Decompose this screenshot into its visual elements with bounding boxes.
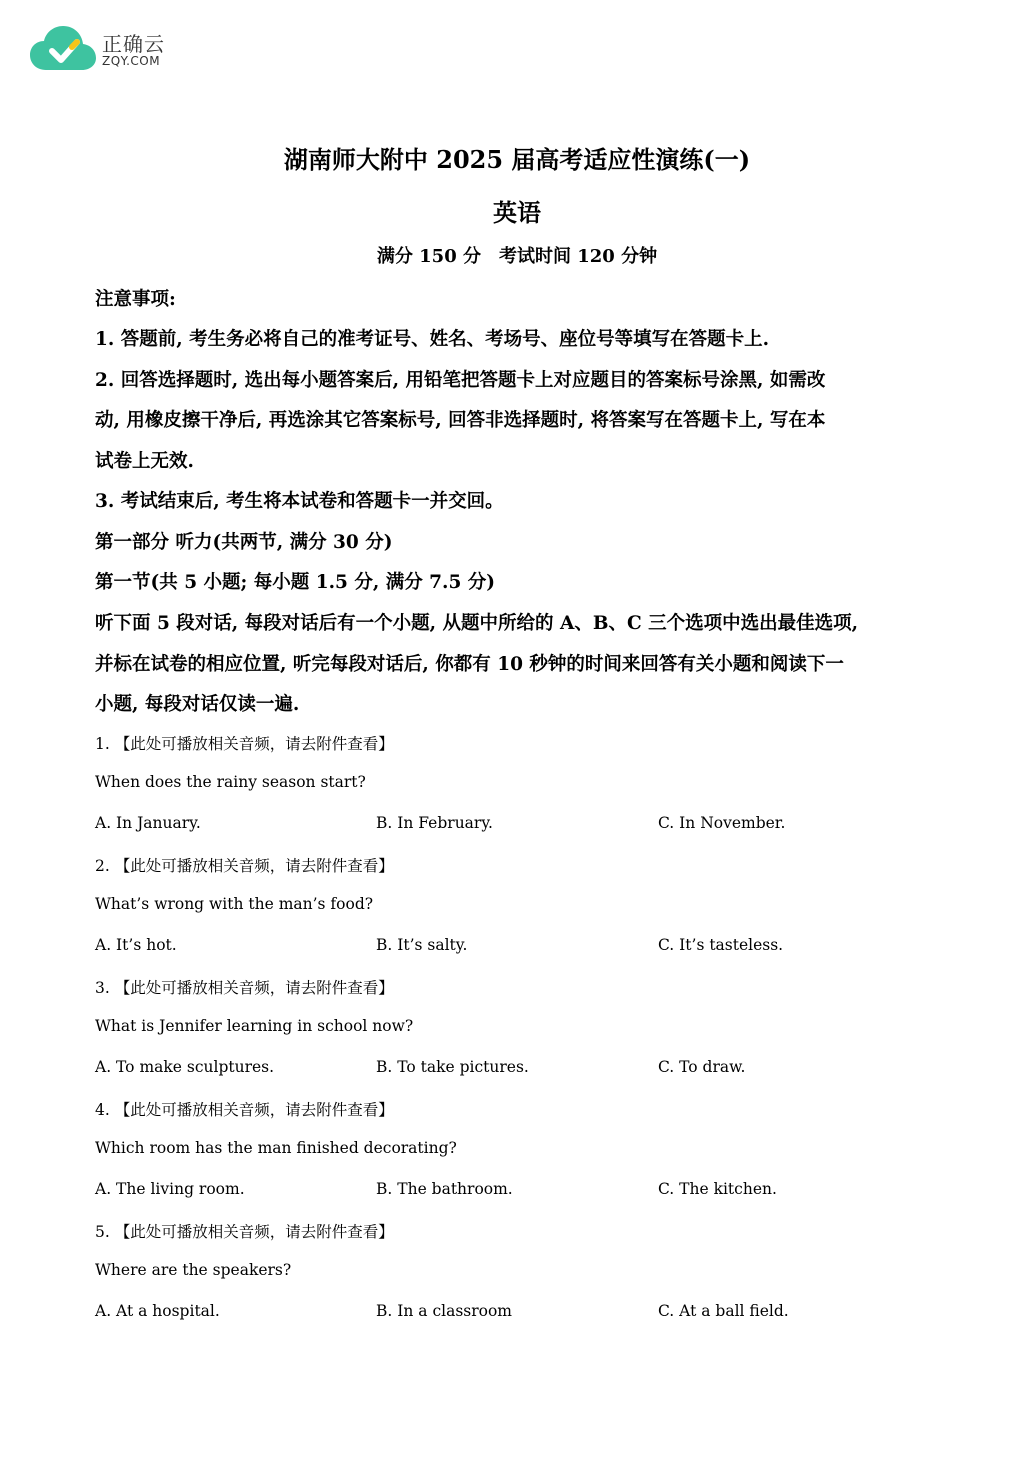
notes-item-3: 3. 考试结束后, 考生将本试卷和答题卡一并交回。 xyxy=(95,491,504,512)
option-a: A. In January. xyxy=(95,814,201,832)
option-c: C. At a ball field. xyxy=(658,1302,789,1320)
brand-name-cn: 正确云 xyxy=(102,32,165,56)
audio-placeholder[interactable]: 3. 【此处可播放相关音频，请去附件查看】 xyxy=(95,979,394,997)
option-b: B. In a classroom xyxy=(376,1302,513,1320)
exam-title: 湖南师大附中 2025 届高考适应性演练(一) xyxy=(283,145,751,174)
brand-logo xyxy=(30,24,180,74)
question-text: Which room has the man finished decorating? xyxy=(95,1139,457,1157)
question-text: Where are the speakers? xyxy=(95,1261,292,1279)
option-a: A. To make sculptures. xyxy=(95,1058,275,1076)
notes-item-2-line-3: 试卷上无效. xyxy=(95,451,194,472)
audio-placeholder[interactable]: 2. 【此处可播放相关音频，请去附件查看】 xyxy=(95,857,394,875)
question-text: What’s wrong with the man’s food? xyxy=(95,895,374,913)
notes-item-2-line-1: 2. 回答选择题时, 选出每小题答案后, 用铅笔把答题卡上对应题目的答案标号涂黑, 如需改 xyxy=(95,370,826,391)
option-c: C. To draw. xyxy=(658,1058,746,1076)
option-a: A. At a hospital. xyxy=(95,1302,220,1320)
option-a: A. The living room. xyxy=(95,1180,245,1198)
option-c: C. In November. xyxy=(658,814,786,832)
option-c: C. The kitchen. xyxy=(658,1180,777,1198)
audio-placeholder[interactable]: 1. 【此处可播放相关音频，请去附件查看】 xyxy=(95,735,394,753)
section-part-heading: 第一部分 听力(共两节, 满分 30 分) xyxy=(95,532,393,553)
question-text: What is Jennifer learning in school now? xyxy=(95,1017,414,1035)
instructions-line-1: 听下面 5 段对话, 每段对话后有一个小题, 从题中所给的 A、B、C 三个选项中选出最佳选项, xyxy=(95,613,859,634)
notes-item-2-line-2: 动, 用橡皮擦干净后, 再选涂其它答案标号, 回答非选择题时, 将答案写在答题卡上, 写在本 xyxy=(95,410,826,431)
subject-title: 英语 xyxy=(493,198,541,227)
notes-item-1: 1. 答题前, 考生务必将自己的准考证号、姓名、考场号、座位号等填写在答题卡上. xyxy=(95,329,770,350)
question-text: When does the rainy season start? xyxy=(95,773,366,791)
notes-heading: 注意事项: xyxy=(95,289,176,310)
option-a: A. It’s hot. xyxy=(95,936,177,954)
option-b: B. In February. xyxy=(376,814,493,832)
option-b: B. The bathroom. xyxy=(376,1180,513,1198)
option-b: B. To take pictures. xyxy=(376,1058,529,1076)
audio-placeholder[interactable]: 5. 【此处可播放相关音频，请去附件查看】 xyxy=(95,1223,394,1241)
instructions-line-2: 并标在试卷的相应位置, 听完每段对话后, 你都有 10 秒钟的时间来回答有关小题和阅读下一 xyxy=(95,654,844,675)
instructions-line-3: 小题, 每段对话仅读一遍. xyxy=(95,694,300,715)
option-b: B. It’s salty. xyxy=(376,936,468,954)
option-c: C. It’s tasteless. xyxy=(658,936,784,954)
audio-placeholder[interactable]: 4. 【此处可播放相关音频，请去附件查看】 xyxy=(95,1101,394,1119)
cloud-check-icon xyxy=(30,24,98,74)
exam-meta: 满分 150 分 考试时间 120 分钟 xyxy=(376,246,658,267)
section-sub-heading: 第一节(共 5 小题; 每小题 1.5 分, 满分 7.5 分) xyxy=(95,572,496,593)
brand-name-en: ZQY.COM xyxy=(102,54,161,68)
